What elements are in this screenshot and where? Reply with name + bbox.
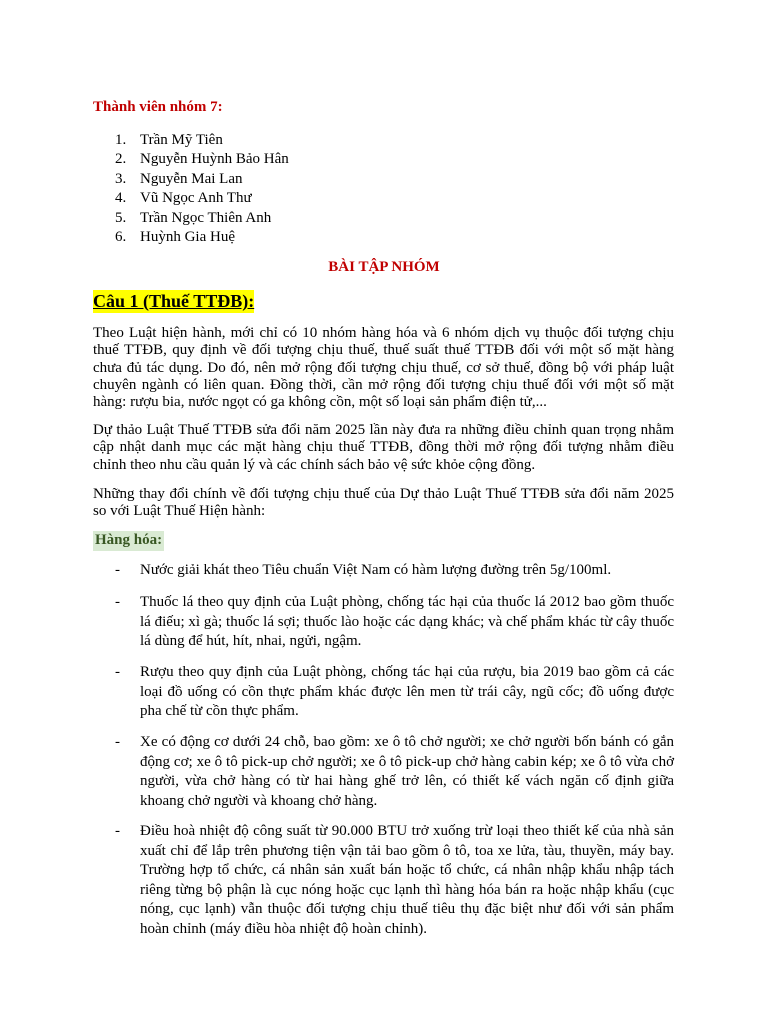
bullet-dash: -	[115, 664, 120, 680]
bullet-text: Xe có động cơ dưới 24 chỗ, bao gồm: xe ô tô chở người; xe chở người bốn bánh có gắn động cơ; xe ô tô pick-up chở người; xe ô tô pick-up chở hàng cabin kép; xe ô tô vừa chở người, vừa chở hàng có từ hai hàng ghế trở lên, có thiết kế vách ngăn cố định giữa khoang chở người và khoang chở hàng.	[140, 734, 674, 809]
bullet-dash: -	[115, 594, 120, 610]
bullet-text: Nước giải khát theo Tiêu chuẩn Việt Nam có hàm lượng đường trên 5g/100ml.	[140, 562, 612, 578]
bullet-text: Rượu theo quy định của Luật phòng, chống tác hại của rượu, bia 2019 bao gồm cả các loại đồ uống có cồn thực phẩm khác được lên men từ trái cây, ngũ cốc; đồ uống được pha chế từ cồn thực phẩm.	[140, 664, 674, 719]
document-page: Thành viên nhóm 7: 1. Trần Mỹ Tiên 2. Nguyễn Huỳnh Bảo Hân 3. Nguyễn Mai Lan 4. Vũ Ngọc Anh Thư 5. Trần Ngọc Thiên Anh 6. Huỳnh Gia Huệ BÀI TẬP NHÓM Câu 1 (Thuế TTĐB): Theo Luật hiện hành, mới chỉ có 10 nhóm hàng hóa và 6 nhóm dịch vụ thuộc đối tượng chịu thuế TTĐB, quy định về đối tượng chịu thuế, thuế suất thuế TTĐB đối với một số mặt hàng chưa đủ tác dụng. Do đó, nên mở rộng đối tượng chịu thuế, cơ sở thuế, đồng bộ với pháp luật chuyên ngành có liên quan. Đồng thời, cần mở rộng đối tượng chịu thuế đối với một số mặt hàng: rượu bia, nước ngọt có ga không cồn, một số loại sản phẩm điện tử,... Dự thảo Luật Thuế TTĐB sửa đổi năm 2025 lần này đưa ra những điều chỉnh quan trọng nhằm cập nhật danh mục các mặt hàng chịu thuế TTĐB, đồng thời mở rộng đối tượng nhằm điều chỉnh theo nhu cầu quản lý và các chính sách bảo vệ sức khỏe cộng đồng. Những thay đổi chính về đối tượng chịu thuế của Dự thảo Luật Thuế TTĐB sửa đổi năm 2025 so với Luật Thuế Hiện hành: Hàng hóa: - Nước giải khát theo Tiêu chuẩn Việt Nam có hàm lượng đường trên 5g/100ml. - Thuốc lá theo quy định của Luật phòng, chống tác hại của thuốc lá 2012 bao gồm thuốc lá điếu; xì gà; thuốc lá sợi; thuốc lào hoặc các dạng khác; và chế phẩm khác từ cây thuốc lá dùng để hút, hít, nhai, ngửi, ngậm. - Rượu theo quy định của Luật phòng, chống tác hại của rượu, bia 2019 bao gồm cả các loại đồ uống có cồn thực phẩm khác được lên men từ trái cây, ngũ cốc; đồ uống được pha chế từ cồn thực phẩm. - Xe có động cơ dưới 24 chỗ, bao gồm: xe ô tô chở người; xe chở người bốn bánh có gắn động cơ; xe ô tô pick-up chở người; xe ô tô pick-up chở hàng cabin kép; xe ô tô vừa chở người, vừa chở hàng có từ hai hàng ghế trở lên, có thiết kế vách ngăn cố định giữa khoang chở người và khoang chở hàng. - Điều hoà nhiệt độ công suất từ 90.000 BTU trở xuống trừ loại theo thiết kế của nhà sản xuất chỉ để lắp trên phương tiện vận tải bao gồm ô tô, toa xe lửa, tàu, thuyền, máy bay. Trường hợp tổ chức, cá nhân sản xuất bán hoặc tổ chức, cá nhân nhập khẩu nhập tách riêng từng bộ phận là cục nóng hoặc cục lạnh thì hàng hóa bán ra hoặc nhập khẩu (cục nóng, cục lạnh) vẫn thuộc đối tượng chịu thuế tiêu thụ đặc biệt như đối với sản phẩm hoàn chỉnh (máy điều hòa nhiệt độ hoàn chỉnh).	[0, 0, 768, 1024]
paragraph-changes: Những thay đổi chính về đối tượng chịu thuế của Dự thảo Luật Thuế TTĐB sửa đổi năm 2025 so với Luật Thuế Hiện hành:	[93, 486, 674, 520]
bullet-dash: -	[115, 823, 120, 839]
question-title: Câu 1 (Thuế TTĐB):	[93, 291, 255, 311]
bullet-text: Điều hoà nhiệt độ công suất từ 90.000 BTU trở xuống trừ loại theo thiết kế của nhà sản xuất chỉ để lắp trên phương tiện vận tải bao gồm ô tô, toa xe lửa, tàu, thuyền, máy bay. Trường hợp tổ chức, cá nhân sản xuất bán hoặc tổ chức, cá nhân nhập khẩu nhập tách riêng từng bộ phận là cục nóng hoặc cục lạnh thì hàng hóa bán ra hoặc nhập khẩu (cục nóng, cục lạnh) vẫn thuộc đối tượng chịu thuế tiêu thụ đặc biệt như đối với sản phẩm hoàn chỉnh (máy điều hòa nhiệt độ hoàn chỉnh).	[140, 823, 674, 937]
bullet-dash: -	[115, 734, 120, 750]
members-heading: Thành viên nhóm 7:	[93, 99, 223, 115]
bullet-dash: -	[115, 562, 120, 578]
goods-heading: Hàng hóa:	[93, 531, 164, 551]
paragraph-intro: Theo Luật hiện hành, mới chỉ có 10 nhóm hàng hóa và 6 nhóm dịch vụ thuộc đối tượng chịu thuế TTĐB, quy định về đối tượng chịu thuế, thuế suất thuế TTĐB đối với một số mặt hàng chưa đủ tác dụng. Do đó, nên mở rộng đối tượng chịu thuế, cơ sở thuế, đồng bộ với pháp luật chuyên ngành có liên quan. Đồng thời, cần mở rộng đối tượng chịu thuế đối với một số mặt hàng: rượu bia, nước ngọt có ga không cồn, một số loại sản phẩm điện tử,...	[93, 325, 674, 411]
bullet-text: Thuốc lá theo quy định của Luật phòng, chống tác hại của thuốc lá 2012 bao gồm thuốc lá điếu; xì gà; thuốc lá sợi; thuốc lào hoặc các dạng khác; và chế phẩm khác từ cây thuốc lá dùng để hút, hít, nhai, ngửi, ngậm.	[140, 594, 674, 649]
page-title: BÀI TẬP NHÓM	[328, 259, 440, 275]
paragraph-draft: Dự thảo Luật Thuế TTĐB sửa đổi năm 2025 lần này đưa ra những điều chỉnh quan trọng nhằm cập nhật danh mục các mặt hàng chịu thuế TTĐB, đồng thời mở rộng đối tượng nhằm điều chỉnh theo nhu cầu quản lý và các chính sách bảo vệ sức khỏe cộng đồng.	[93, 422, 674, 473]
